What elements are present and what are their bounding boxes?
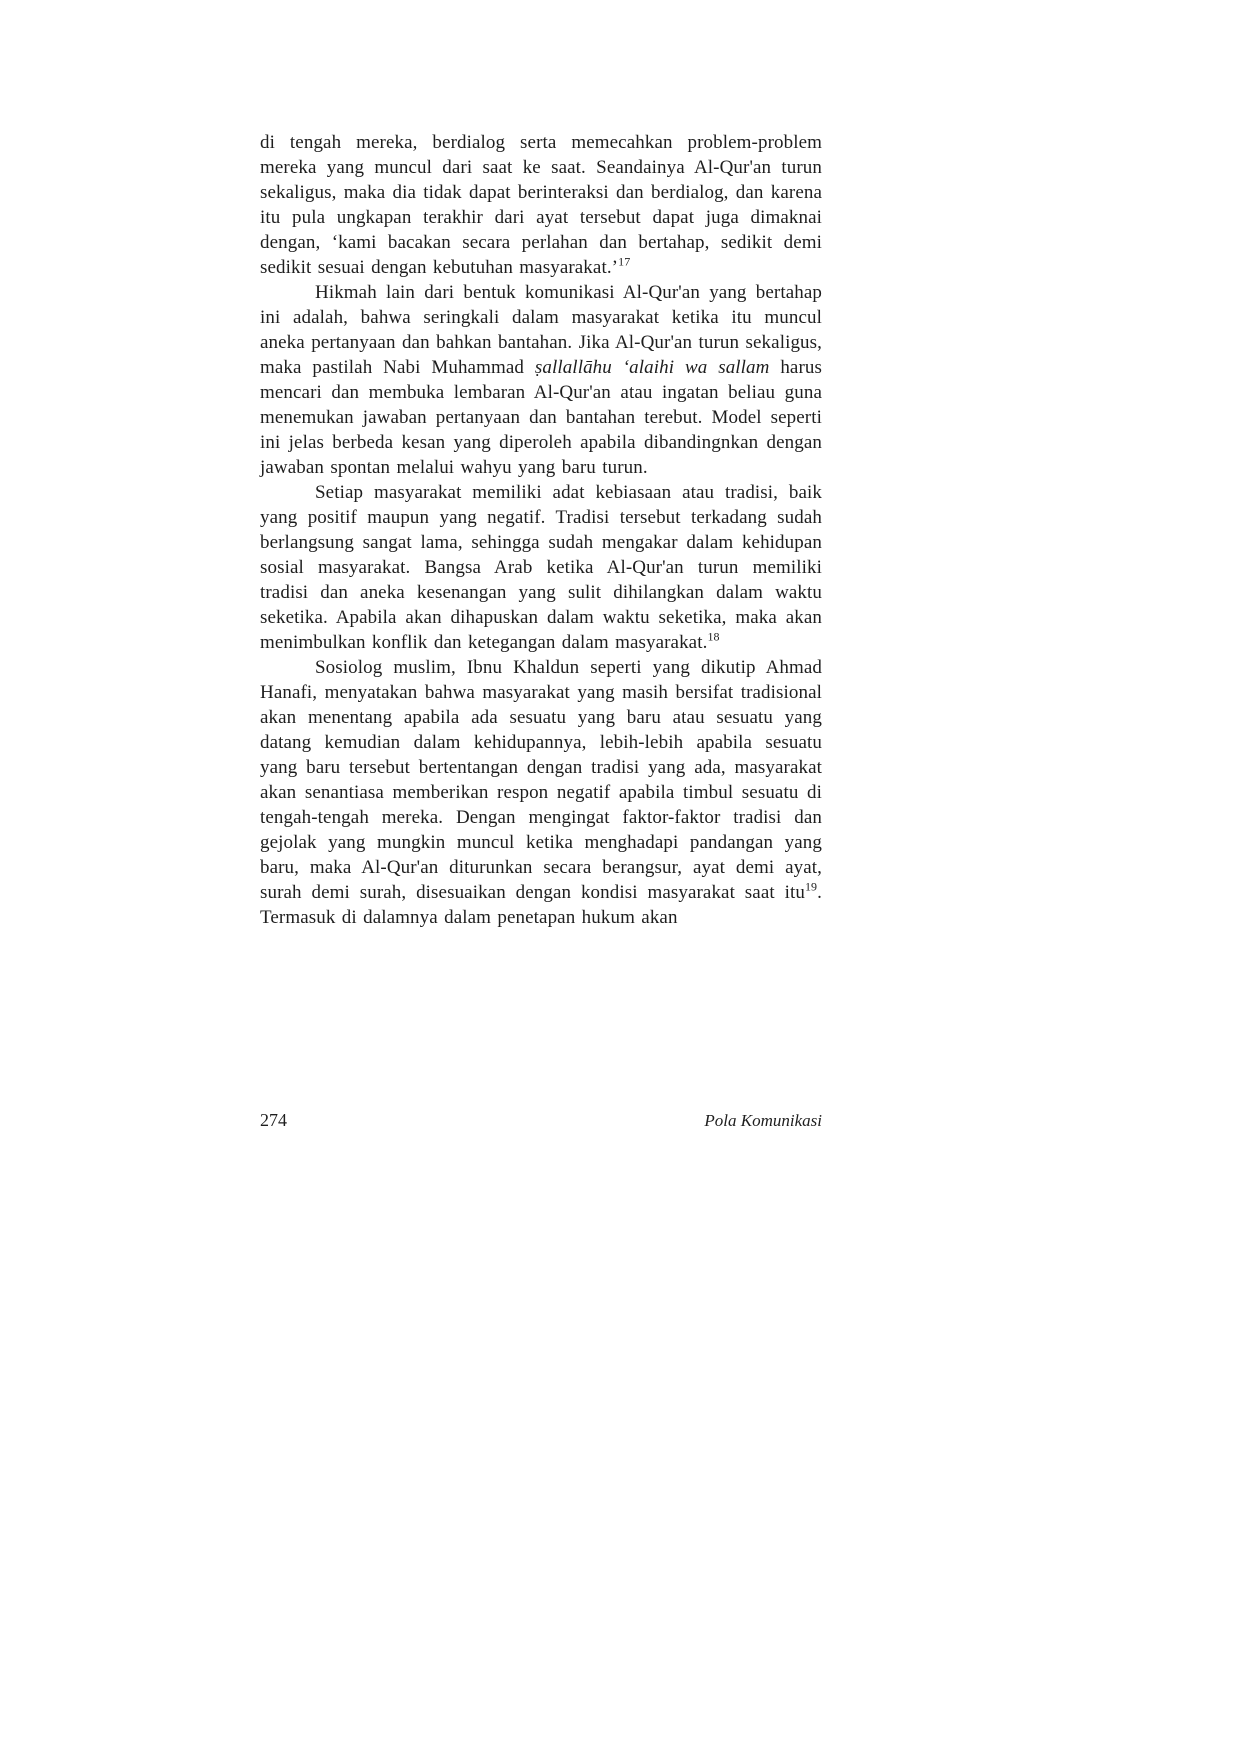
paragraph-3: [260, 480, 822, 655]
paragraph-2-text-before: Hikmah lain dari bentuk komunikasi Al-Qur'an yang bertahap ini adalah, bahwa seringkali dalam masyarakat ketika itu muncul aneka pertanyaan dan bahkan bantahan. Jika Al-Qur'an turun sekaligus, maka pastilah Nabi Muhammad: [260, 282, 822, 378]
paragraph-2: [260, 280, 822, 480]
paragraph-2-text-after: harus mencari dan membuka lembaran Al-Qur'an atau ingatan beliau guna menemukan jawaban pertanyaan dan bantahan terebut. Model seperti ini jelas berbeda kesan yang diperoleh apabila dibandingnkan dengan jawaban spontan melalui wahyu yang baru turun.: [260, 357, 822, 478]
body-text-block: [260, 130, 822, 930]
paragraph-4-text-before: Sosiolog muslim, Ibnu Khaldun seperti yang dikutip Ahmad Hanafi, menyatakan bahwa masyarakat yang masih bersifat tradisional akan menentang apabila ada sesuatu yang baru atau sesuatu yang datang kemudian dalam kehidupannya, lebih-lebih apabila sesuatu yang baru tersebut bertentangan dengan tradisi yang ada, masyarakat akan senantiasa memberikan respon negatif apabila timbul sesuatu di tengah-tengah mereka. Dengan mengingat faktor-faktor tradisi dan gejolak yang mungkin muncul ketika menghadapi pandangan yang baru, maka Al-Qur'an diturunkan secara berangsur, ayat demi ayat, surah demi surah, disesuaikan dengan kondisi masyarakat saat itu: [260, 657, 822, 903]
paragraph-2-italic-phrase: ṣallallāhu ‘alaihi wa sallam: [534, 357, 770, 378]
footnote-ref-17: 17: [618, 254, 631, 269]
paragraph-3-text: Setiap masyarakat memiliki adat kebiasaan atau tradisi, baik yang positif maupun yang negatif. Tradisi tersebut terkadang sudah berlangsung sangat lama, sehingga sudah mengakar dalam kehidupan sosial masyarakat. Bangsa Arab ketika Al-Qur'an turun memiliki tradisi dan aneka kesenangan yang sulit dihilangkan dalam waktu seketika. Apabila akan dihapuskan dalam waktu seketika, maka akan menimbulkan konflik dan ketegangan dalam masyarakat.: [260, 482, 822, 653]
footnote-ref-18: 18: [707, 629, 720, 644]
page-number: 274: [260, 1110, 287, 1130]
page-footer: [260, 1110, 822, 1131]
paragraph-4-text-after: . Termasuk di dalamnya dalam penetapan hukum akan: [260, 882, 822, 928]
running-title: Pola Komunikasi: [704, 1111, 822, 1130]
footnote-ref-19: 19: [804, 879, 818, 894]
paragraph-1: [260, 130, 822, 280]
paragraph-4: [260, 655, 822, 930]
paragraph-1-text: di tengah mereka, berdialog serta memecahkan problem-problem mereka yang muncul dari saat ke saat. Seandainya Al-Qur'an turun sekaligus, maka dia tidak dapat berinteraksi dan berdialog, dan karena itu pula ungkapan terakhir dari ayat tersebut dapat juga dimaknai dengan, ‘kami bacakan secara perlahan dan bertahap, sedikit demi sedikit sesuai dengan kebutuhan masyarakat.’: [260, 132, 822, 278]
